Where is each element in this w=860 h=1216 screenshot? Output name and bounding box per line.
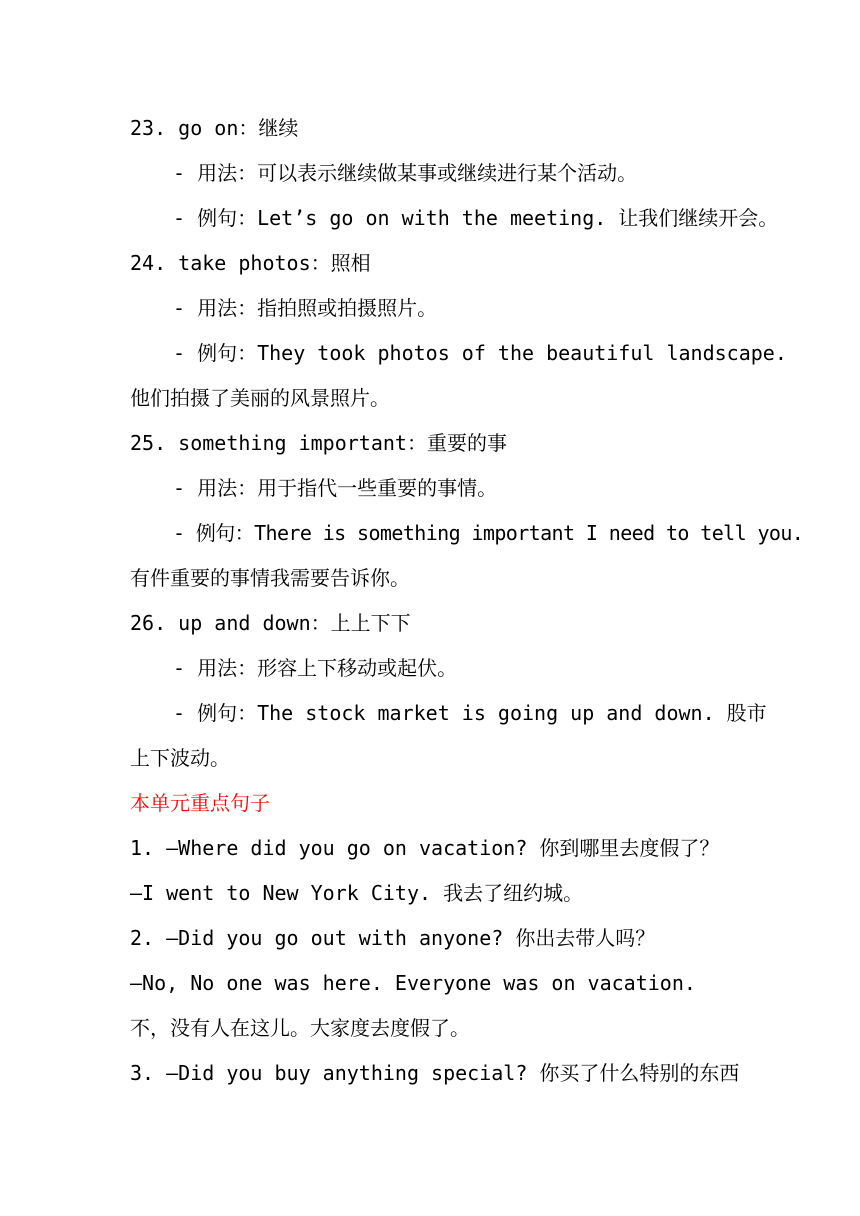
item-26-example: - 例句：The stock market is going up and down. 股市	[173, 701, 767, 725]
section-heading-key-sentences: 本单元重点句子	[130, 791, 270, 815]
sentence-3-question: 3. —Did you buy anything special? 你买了什么特别的东西	[130, 1061, 740, 1085]
item-24-example-translation: 他们拍摄了美丽的风景照片。	[130, 386, 390, 410]
sentence-2-answer-translation: 不，没有人在这儿。大家度去度假了。	[130, 1016, 470, 1040]
item-25-usage: - 用法：用于指代一些重要的事情。	[173, 476, 498, 500]
item-24-example: - 例句：They took photos of the beautiful landscape.	[173, 341, 787, 365]
item-23-title: 23. go on：继续	[130, 116, 299, 140]
item-25-example-translation: 有件重要的事情我需要告诉你。	[130, 566, 410, 590]
item-25-example: - 例句：There is something important I need to tell you.	[173, 521, 804, 545]
item-26-usage: - 用法：形容上下移动或起伏。	[173, 656, 458, 680]
sentence-1-answer: —I went to New York City. 我去了纽约城。	[130, 881, 584, 905]
item-26-title: 26. up and down：上上下下	[130, 611, 411, 635]
item-24-title: 24. take photos：照相	[130, 251, 371, 275]
item-26-example-translation: 上下波动。	[130, 746, 230, 770]
sentence-1-question: 1. —Where did you go on vacation? 你到哪里去度假了？	[130, 836, 720, 860]
sentence-2-answer: —No, No one was here. Everyone was on vacation.	[130, 971, 696, 995]
item-23-example: - 例句：Let’s go on with the meeting. 让我们继续开会。	[173, 206, 779, 230]
sentence-2-question: 2. —Did you go out with anyone? 你出去带人吗？	[130, 926, 656, 950]
item-24-usage: - 用法：指拍照或拍摄照片。	[173, 296, 438, 320]
item-25-title: 25. something important：重要的事	[130, 431, 507, 455]
item-23-usage: - 用法：可以表示继续做某事或继续进行某个活动。	[173, 161, 638, 185]
